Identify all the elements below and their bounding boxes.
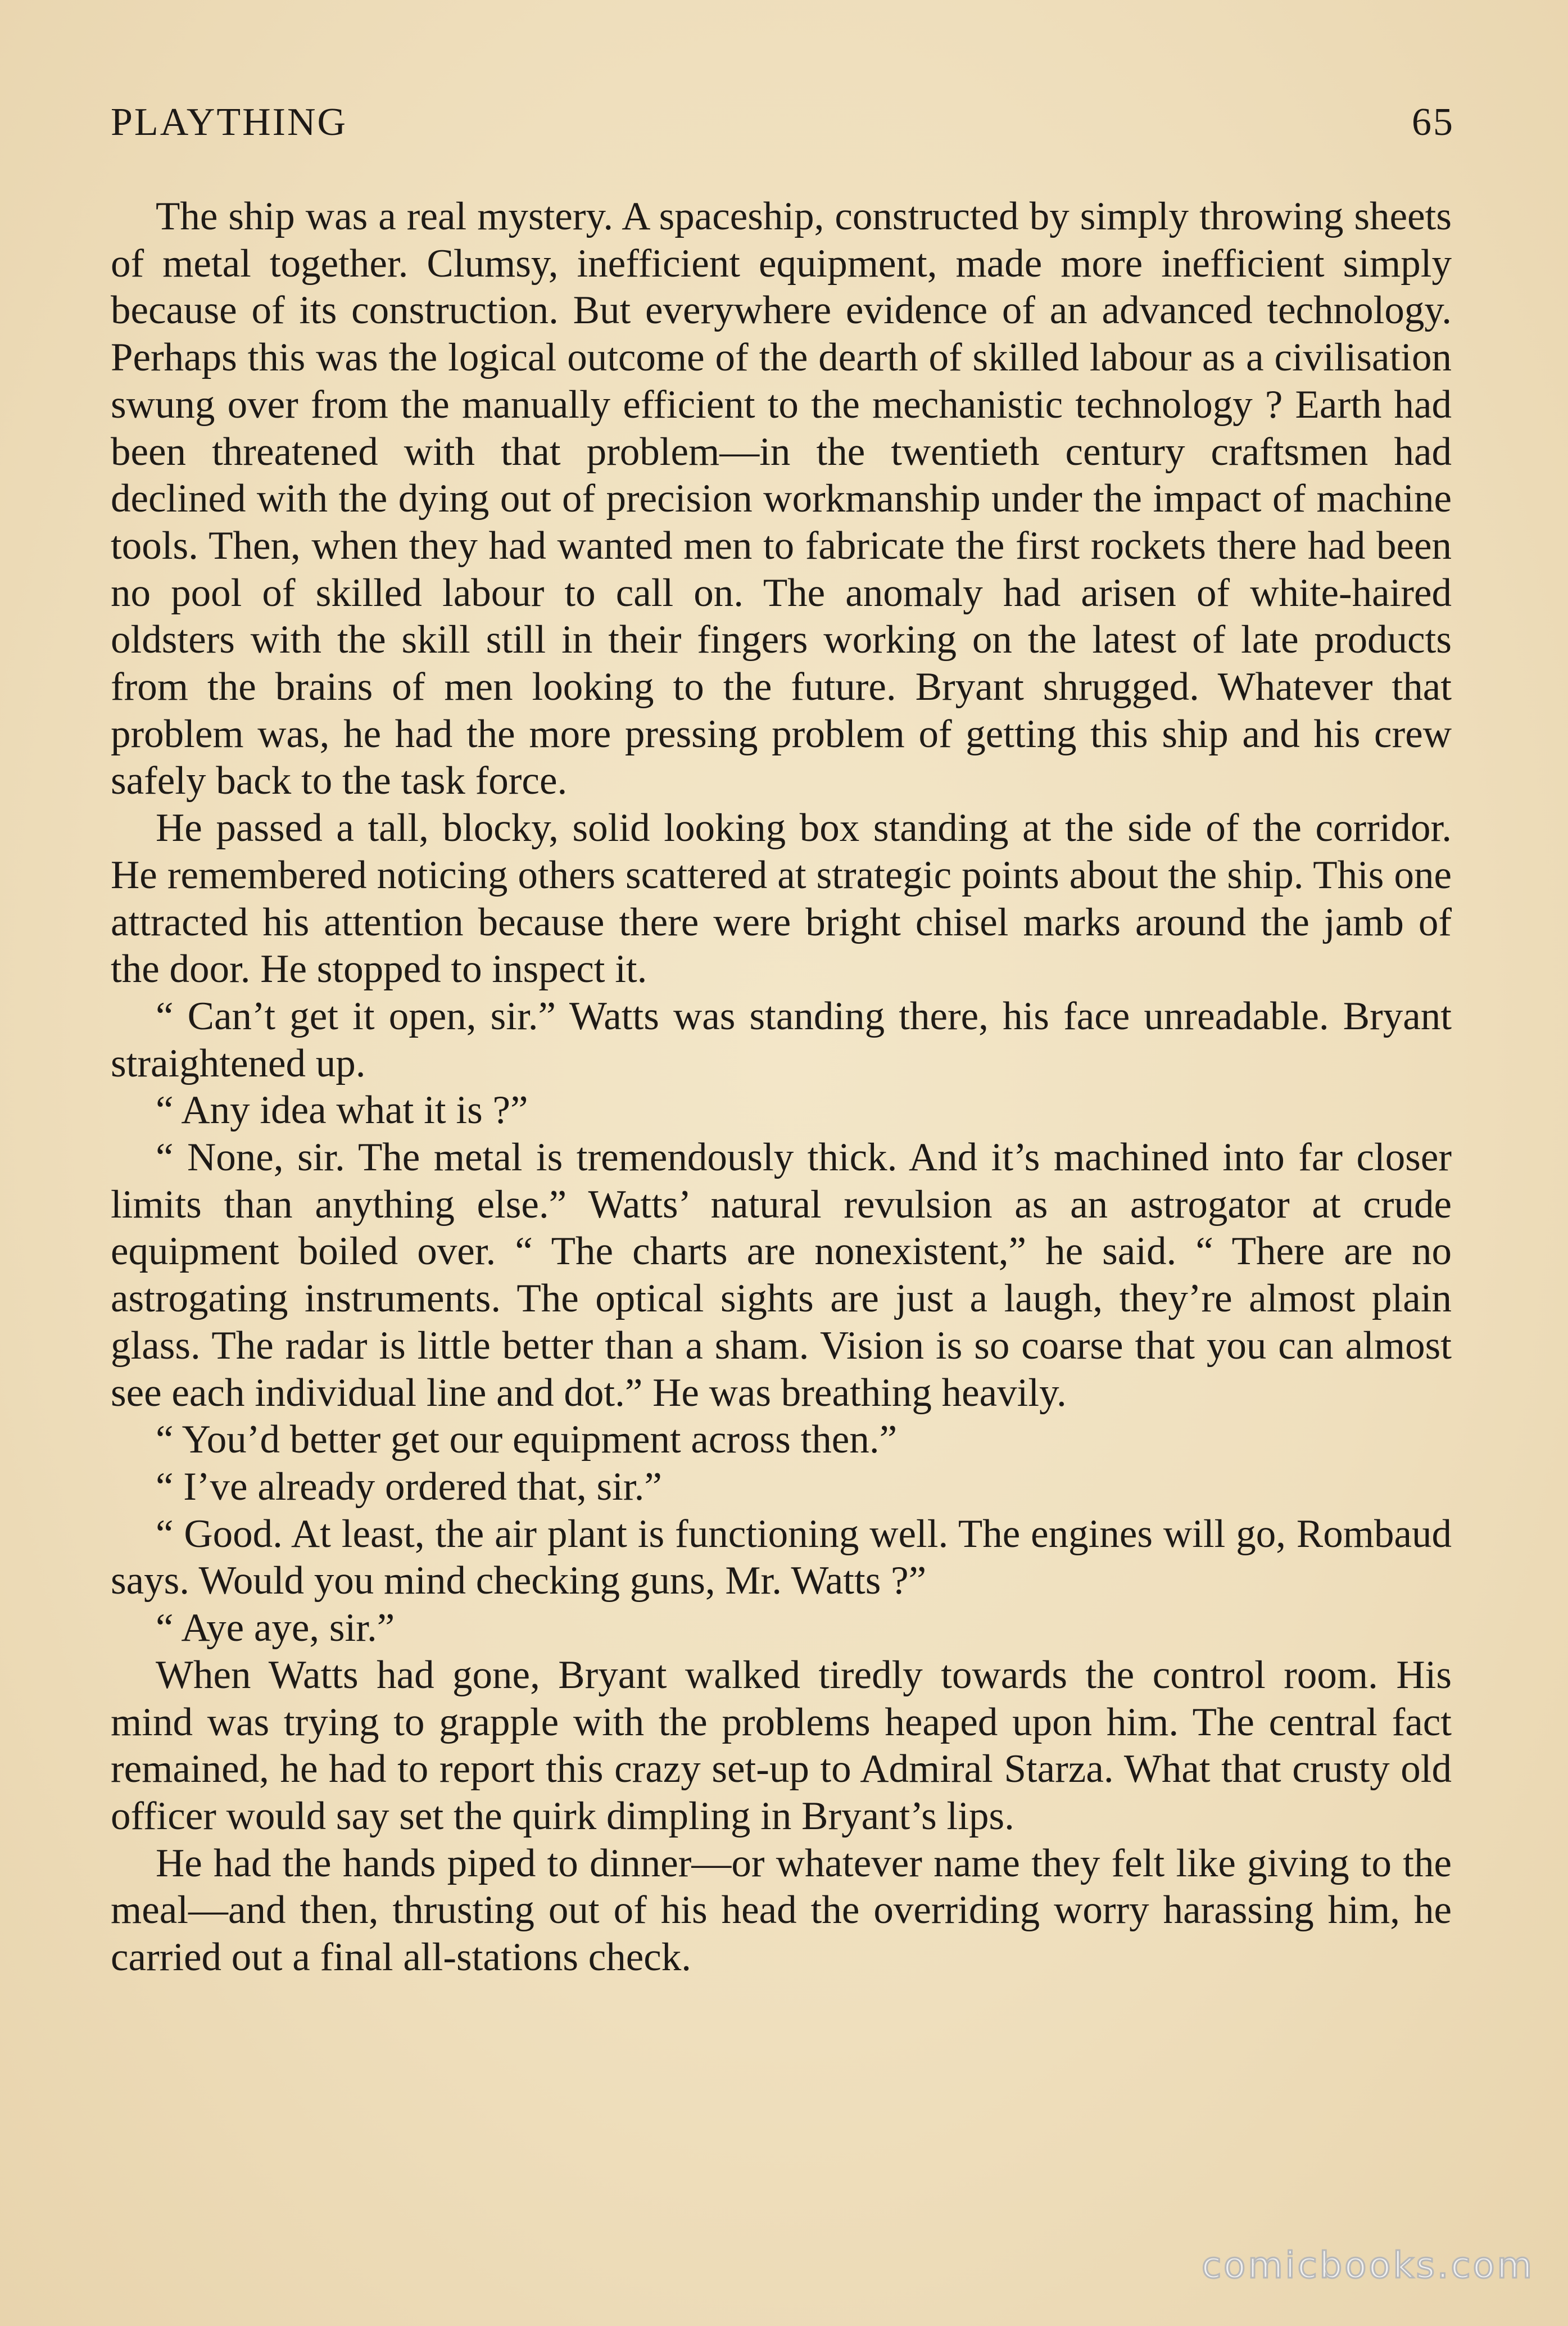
paragraph: “ Aye aye, sir.” [156,1606,395,1650]
paragraph: “ None, sir. The metal is tremendously thick. And it’s machined into far closer limits than anything else.” Watts’ natural revulsion as an astrogator at crude equipment boiled over. “ The charts are nonexistent,” he said. “ There are no astrogating instruments. The optical sights are just a laugh, they’re almost plain glass. The radar is little better than a sham. Vision is so coarse that you can almost see each individual line and dot.” He was breathing heavily. [111,1135,1452,1415]
watermark: comicbooks.com [1201,2245,1534,2287]
page-header [111,94,1454,151]
paragraph: “ Good. At least, the air plant is functioning well. The engines will go, Rombaud says. Would you mind checking guns, Mr. Watts ?” [111,1512,1452,1603]
paragraph: “ Any idea what it is ?” [156,1088,528,1133]
paragraph: He had the hands piped to dinner—or whatever name they felt like giving to the meal—and then, thrusting out of his head the overriding worry harassing him, he carried out a final all-stations check. [111,1841,1452,1980]
running-head: PLAYTHING [111,101,348,144]
paragraph: The ship was a real mystery. A spaceship, constructed by simply throwing sheets of metal together. Clumsy, inefficient equipment, made more inefficient simply because of its construction. But everywhere evidence of an advanced technology. Perhaps this was the logical outcome of the dearth of skilled labour as a civilisation swung over from the manually efficient to the mechanistic technology ? Earth had been threatened with that problem—in the twentieth century craftsmen had declined with the dying out of precision workmanship under the impact of machine tools. Then, when they had wanted men to fabricate the first rockets there had been no pool of skilled labour to call on. The anomaly had arisen of white-haired oldsters with the skill still in their fingers working on the latest of late products from the brains of men looking to the future. Bryant shrugged. Whatever that problem was, he had the more pressing problem of getting this ship and his crew safely back to the task force. [111,194,1452,803]
paragraph: “ You’d better get our equipment across then.” [156,1418,898,1462]
body-text [111,193,1452,1981]
paragraph: When Watts had gone, Bryant walked tiredly towards the control room. His mind was trying to grapple with the problems heaped upon him. The central fact remained, he had to report this crazy set-up to Admiral Starza. What that crusty old officer would say set the quirk dimpling in Bryant’s lips. [111,1653,1452,1838]
paragraph: He passed a tall, blocky, solid looking box standing at the side of the corridor. He remembered noticing others scattered at strategic points about the ship. This one attracted his attention because there were bright chisel marks around the jamb of the door. He stopped to inspect it. [111,806,1452,992]
paragraph: “ Can’t get it open, sir.” Watts was standing there, his face unreadable. Bryant straightened up. [111,994,1452,1085]
page-number: 65 [1412,101,1454,144]
paragraph: “ I’ve already ordered that, sir.” [156,1464,662,1509]
